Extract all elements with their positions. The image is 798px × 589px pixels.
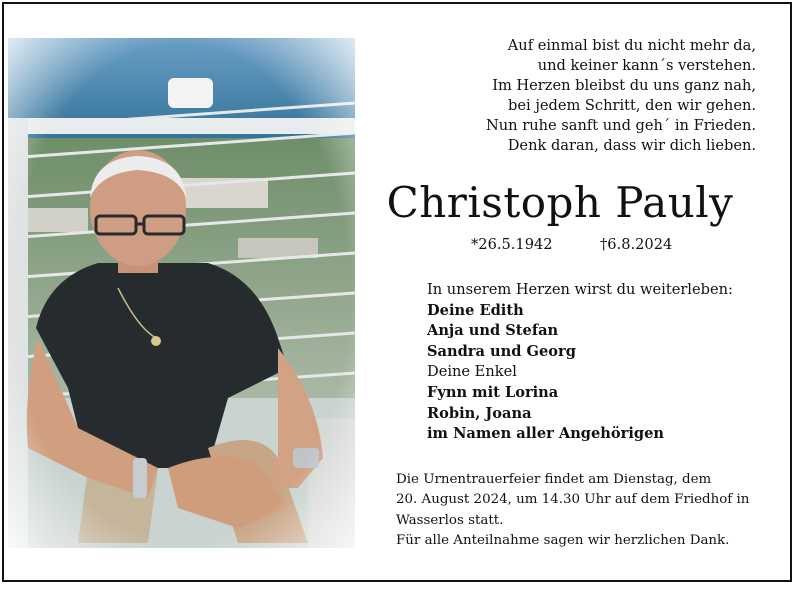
mourner-line: Sandra und Georg (427, 342, 576, 360)
portrait-photo (8, 38, 355, 548)
poem-line: und keiner kann´s verstehen. (537, 57, 756, 74)
notice-line: Wasserlos statt. (396, 512, 504, 528)
notice-line: Für alle Anteilnahme sagen wir herzlichen Dank. (396, 533, 730, 549)
mourners-list (427, 280, 733, 445)
notice-line: Die Urnentrauerfeier findet am Dienstag, dem (396, 472, 712, 487)
mourner-line: Anja und Stefan (427, 322, 559, 340)
notice-line: 20. August 2024, um 14.30 Uhr auf dem Friedhof in (396, 492, 750, 508)
funeral-notice (396, 470, 776, 552)
poem-line: Nun ruhe sanft und geh´ in Frieden. (486, 117, 756, 134)
poem-line: bei jedem Schritt, den wir gehen. (508, 97, 756, 114)
death-date: †6.8.2024 (600, 236, 673, 253)
mourners-intro: In unserem Herzen wirst du weiterleben: (427, 281, 733, 298)
deceased-name: Christoph Pauly (386, 178, 734, 227)
mourner-line: im Namen aller Angehörigen (427, 425, 664, 443)
mourner-line: Robin, Joana (427, 404, 532, 422)
poem (426, 36, 756, 156)
poem-line: Auf einmal bist du nicht mehr da, (507, 37, 756, 54)
poem-line: Im Herzen bleibst du uns ganz nah, (492, 77, 756, 94)
mourner-line: Fynn mit Lorina (427, 383, 559, 401)
mourner-line: Deine Edith (427, 301, 524, 319)
birth-date: *26.5.1942 (471, 236, 553, 253)
poem-line: Denk daran, dass wir dich lieben. (507, 137, 756, 154)
mourner-line: Deine Enkel (427, 363, 517, 381)
